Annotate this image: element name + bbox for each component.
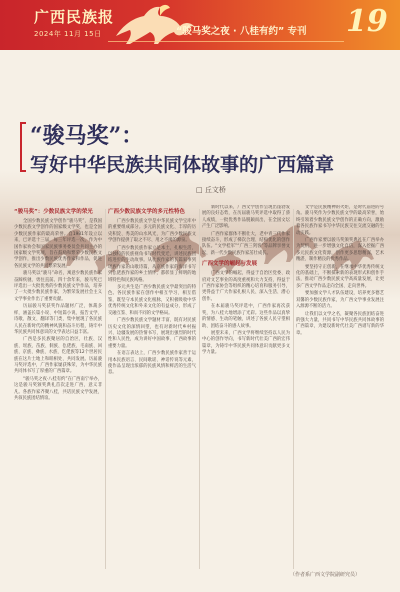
newspaper-name: 广西民族报	[34, 8, 115, 26]
title-bracket-decoration	[20, 122, 26, 172]
column-divider	[105, 209, 106, 569]
body-paragraph: 广西少数民族作家立足本土，扎根生活，以独特的民族视角书写时代变迁，讲述民族团结进步的生动故事。从壮族作家的长篇叙事到瑶族作家的山歌诗篇，从京族作家的海洋书写到仫佬族作家的乡土情怀，都彰显了鲜明的地域特色和民族风格。	[108, 245, 196, 283]
byline	[196, 185, 226, 195]
column-3-paragraphs-top	[202, 205, 290, 257]
body-paragraph: 广西是多民族聚居的自治区，壮族、汉族、瑶族、苗族、侗族、仫佬族、毛南族、回族、京族、彝族、水族、仡佬族等12个世居民族在这片土地上和睦相处、共同发展。历届骏马奖评选中，广西作家屡获殊荣，为中华民族共同体书写了厚重的广西篇章。	[14, 337, 102, 375]
body-paragraph: 多元共生是广西少数民族文学最突出的特色。各民族作家在创作中相互学习、相互借鉴，既坚守本民族文化根脉，又积极吸收中华优秀传统文化和外来文化的有益成分，形成了交融互鉴、和而不同的文学格局。	[108, 285, 196, 316]
body-paragraph: 广西作家群体不断壮大，老中青三代作家接续奋斗，形成了梯次合理、结构优化的创作队伍。“文学桂军”“广西三剑客”等品牌享誉文坛，新一代少数民族作家茁壮成长。	[202, 231, 290, 256]
body-paragraph: 广西作家要以骏马奖颁奖典礼在广西举办为契机，进一步增强文化自信，深入挖掘广西多元民族文化资源，创作更多思想精深、艺术精湛、制作精良的优秀作品。	[296, 238, 384, 263]
column-3	[202, 205, 290, 577]
header-divider	[108, 41, 344, 42]
page-number: 19	[346, 4, 388, 39]
special-issue-title: “骏马奖之夜 · 八桂有约” 专刊	[176, 26, 307, 37]
body-paragraph: 广西文学的崛起，得益于自治区党委、政府对文艺事业的高度重视和大力支持，得益于广西作家协会等组织的精心培育和服务引导，更得益于广大作家扎根人民、深入生活、潜心创作。	[202, 271, 290, 302]
body-paragraph: 展望未来，广西文学将继续坚持以人民为中心的创作导向，书写新时代壮美广西的宏伟篇章，为铸牢中华民族共同体意识贡献更多文学力量。	[202, 330, 290, 356]
body-paragraph: 让我们以文学之名，凝聚各民族团结奋进的强大力量，共同书写中华民族共同体故事的广西篇章，为建设新时代壮美广西谱写新的华章。	[296, 311, 384, 336]
body-paragraph: 历届骏马奖获奖作品题材广泛，体裁多样，涵盖长篇小说、中短篇小说、报告文学、诗歌、散文、翻译等门类，集中展现了各民族人民在新时代的精神风貌和奋斗历程，铸牢中华民族共同体意识的文学表达日益丰富。	[14, 304, 102, 335]
column-2-paragraphs	[108, 219, 196, 377]
column-2	[108, 205, 196, 577]
body-paragraph: 全国少数民族文学创作“骏马奖”，是我国少数民族文学创作的国家级文学奖，也是全国少数民族作家的最高荣誉。自1981年设立以来，已评选十三届，每三年评选一次，作为中国作家协会和国家民族事务委员会共同主办的国家级文学奖项，旨在鼓励和繁荣少数民族文学创作，推出少数民族优秀作家和作品，促进各民族文学的共同繁荣发展。	[14, 219, 102, 269]
column-1	[14, 205, 102, 577]
body-paragraph: 要加强文学人才队伍建设，培养更多德艺双馨的少数民族作家，为广西文学事业发展注入源源不断的活力。	[296, 291, 384, 310]
column-divider	[293, 209, 294, 569]
section-heading-2: 广西少数民族文学的多元性特色	[108, 209, 186, 215]
body-paragraph: 广西少数民族文学是中华民族文学宝库中的重要组成部分。多元的民族文化、丰厚的历史积淀、秀美的山水风光，为广西少数民族文学创作提供了取之不尽、用之不竭的源泉。	[108, 219, 196, 244]
headline-line-2: 写好中华民族共同体故事的广西篇章	[30, 154, 335, 176]
page-header	[0, 0, 400, 50]
column-4-paragraphs	[296, 205, 384, 337]
body-paragraph: 骏马奖以“骏马”命名，寓意少数民族作家奋蹄疾驰、勇往直前。四十余年来，骏马奖已评选出一大批优秀的少数民族文学作品，培养了一大批少数民族作家，为繁荣发展社会主义文学事业作出了重要贡献。	[14, 271, 102, 302]
body-paragraph: 文学是民族精神的火炬，是时代前进的号角。骏马奖作为少数民族文学的最高荣誉，始终引领着少数民族文学创作的正确方向，激励着各民族作家书写中华民族交往交流交融的生动实践。	[296, 205, 384, 236]
issue-date: 2024年 11月 15日	[34, 30, 102, 38]
section-heading-1: “骏马奖”：少数民族文学的荣光	[14, 209, 93, 215]
author-name: □ 丘文桥	[196, 186, 226, 194]
section-heading-3: 广西文学的崛起与发展	[202, 261, 258, 268]
column-3-paragraphs-bottom	[202, 271, 290, 356]
body-paragraph: 广西少数民族文学题材丰富，既有对民族历史文化的深情回望，也有对新时代乡村振兴、边疆发展的热情书写，展现出强烈的时代性和人民性，成为讲好中国故事、广西故事的重要力量。	[108, 318, 196, 349]
column-4	[296, 205, 384, 577]
article-body	[14, 205, 386, 583]
body-paragraph: 新时代以来，广西文学创作呈现出蓬勃发展的良好态势，在历届骏马奖评选中取得了骄人成绩，一批优秀作品脱颖而出，在全国文坛产生广泛影响。	[202, 205, 290, 230]
body-paragraph: 要坚持守正创新，在继承中华优秀传统文化的基础上，不断探索新的表现形式和创作手法，推动广西少数民族文学高质量发展，让更多广西文学作品走向全国、走向世界。	[296, 264, 384, 289]
body-paragraph: “骏马奖之夜·八桂有约”在广西南宁举办，这是骏马奖颁奖典礼首次走进广西，意义非凡。各族作家齐聚八桂，共话民族文学发展，共叙民族团结情谊。	[14, 376, 102, 401]
body-paragraph: 在语言表达上，广西少数民族作家善于运用本民族语言、民间歌谣、神话传说等元素，使作品呈现出浓郁的民族风情和鲜活的生活气息。	[108, 351, 196, 376]
body-paragraph: 在本届骏马奖评选中，广西作家再次获奖，为八桂大地增添了光彩。这些作品以真挚的情感、生动的笔触，讲述了各族人民守望相助、团结奋斗的感人故事。	[202, 304, 290, 329]
column-divider	[199, 209, 200, 569]
headline-line-1: “骏马奖”：	[30, 123, 144, 149]
author-note: （作者系广西文学院副研究员）	[290, 572, 361, 578]
column-1-paragraphs	[14, 219, 102, 402]
